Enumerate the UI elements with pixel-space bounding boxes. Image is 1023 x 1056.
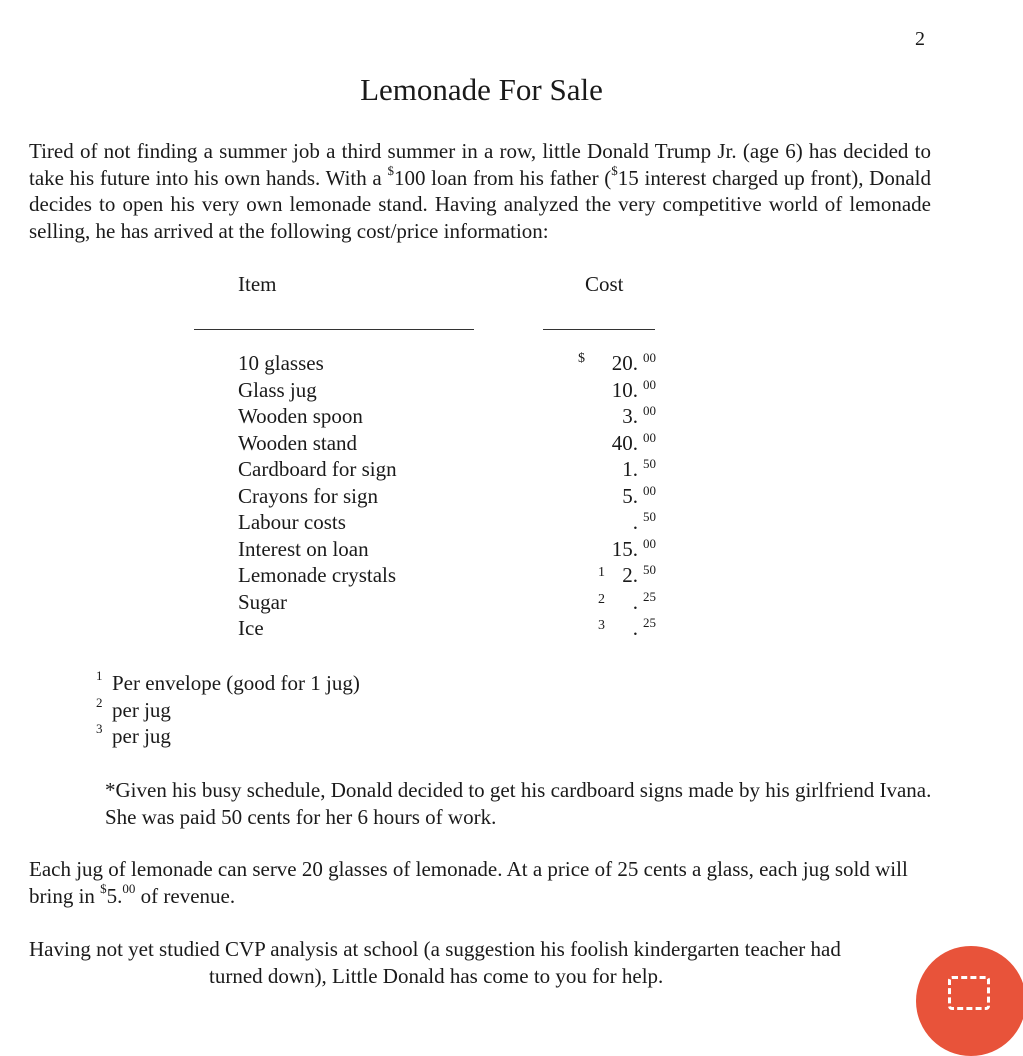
cost-list bbox=[580, 350, 660, 642]
footnote bbox=[96, 694, 360, 724]
revenue-paragraph: Each jug of lemonade can serve 20 glasses of lemonade. At a price of 25 cents a glass, each jug sold will bring in $5.00 of revenue. bbox=[29, 857, 908, 908]
cost-dollars: 40. bbox=[611, 430, 638, 455]
table-header-cost: Cost bbox=[585, 272, 624, 296]
cost-dollars: 15. bbox=[611, 536, 638, 561]
item-list bbox=[238, 350, 397, 642]
cost-cents: 00 bbox=[643, 482, 656, 498]
page-title: Lemonade For Sale bbox=[360, 72, 603, 107]
footnote bbox=[96, 670, 360, 697]
cost-dollars: 1. bbox=[622, 457, 638, 481]
cost-cents: 50 bbox=[643, 562, 656, 577]
table-row-item: Crayons for sign bbox=[238, 483, 378, 508]
table-row-item: Glass jug bbox=[238, 377, 317, 402]
footnote-text: Per envelope (good for 1 jug) bbox=[112, 671, 360, 695]
footnote-ref: 1 bbox=[598, 565, 605, 580]
cost-dollars: 10. bbox=[611, 377, 638, 402]
table-row-item: Sugar bbox=[238, 589, 287, 614]
cost-cents: 25 bbox=[643, 615, 656, 630]
table-row-cost bbox=[580, 615, 660, 642]
footnote-number: 2 bbox=[96, 694, 103, 710]
footnote-ref: 2 bbox=[598, 591, 605, 607]
cost-cents: 00 bbox=[643, 376, 656, 392]
cost-dollars: 20. bbox=[611, 351, 638, 375]
table-header-item: Item bbox=[238, 272, 277, 296]
page-number: 2 bbox=[915, 28, 925, 50]
cost-dollars: 2. bbox=[622, 563, 638, 587]
cost-cents: 00 bbox=[643, 350, 656, 365]
footnote-text: per jug bbox=[112, 697, 171, 722]
cost-dollars: . bbox=[632, 510, 638, 534]
footnote bbox=[96, 723, 360, 750]
cost-cents: 25 bbox=[643, 588, 656, 604]
table-row-item: Ice bbox=[238, 616, 264, 640]
screen-snip-icon bbox=[948, 976, 990, 1010]
cost-cents: 50 bbox=[643, 456, 656, 471]
screen-snip-button[interactable] bbox=[916, 946, 1023, 1056]
footnote-number: 1 bbox=[96, 668, 103, 683]
currency-mark: $ bbox=[578, 351, 585, 366]
footnotes bbox=[96, 670, 360, 750]
table-row-item: Wooden spoon bbox=[238, 404, 363, 428]
item-column-rule bbox=[194, 329, 474, 330]
footnote-number: 3 bbox=[96, 721, 103, 736]
cost-cents: 00 bbox=[643, 403, 656, 418]
cost-dollars: 5. bbox=[622, 483, 638, 508]
cost-dollars: . bbox=[632, 616, 638, 640]
cost-cents: 00 bbox=[643, 429, 656, 445]
cost-dollars: 3. bbox=[622, 404, 638, 428]
table-row-item: 10 glasses bbox=[238, 351, 324, 375]
footnote-ref: 3 bbox=[598, 618, 605, 633]
table-row-item: Lemonade crystals bbox=[238, 563, 397, 587]
cost-cents: 50 bbox=[643, 509, 656, 524]
cost-cents: 00 bbox=[643, 535, 656, 551]
intro-paragraph: Tired of not finding a summer job a third summer in a row, little Donald Trump Jr. (age 6) has decided to take his future into his own hands. With a $100 loan from his father ($15 interest charged up front), Donald decides to open his very own lemonade stand. Having analyzed the very competitive world of lemonade selling, he has arrived at the following cost/price information: bbox=[29, 139, 931, 243]
note-paragraph: *Given his busy schedule, Donald decided to get his cardboard signs made by his girlfriend Ivana. She was paid 50 cents for her 6 hours of work. bbox=[105, 778, 932, 829]
table-row-item: Cardboard for sign bbox=[238, 457, 397, 481]
footnote-text: per jug bbox=[112, 724, 171, 748]
table-row-item: Wooden stand bbox=[238, 430, 358, 455]
table-row-item: Interest on loan bbox=[238, 536, 369, 561]
table-row-item: Labour costs bbox=[238, 510, 346, 534]
cost-column-rule bbox=[543, 329, 655, 330]
closing-paragraph: Having not yet studied CVP analysis at school (a suggestion his foolish kindergarten teacher had turned down), Little Donald has come to you for help. bbox=[29, 937, 841, 988]
cost-dollars: . bbox=[632, 589, 638, 614]
